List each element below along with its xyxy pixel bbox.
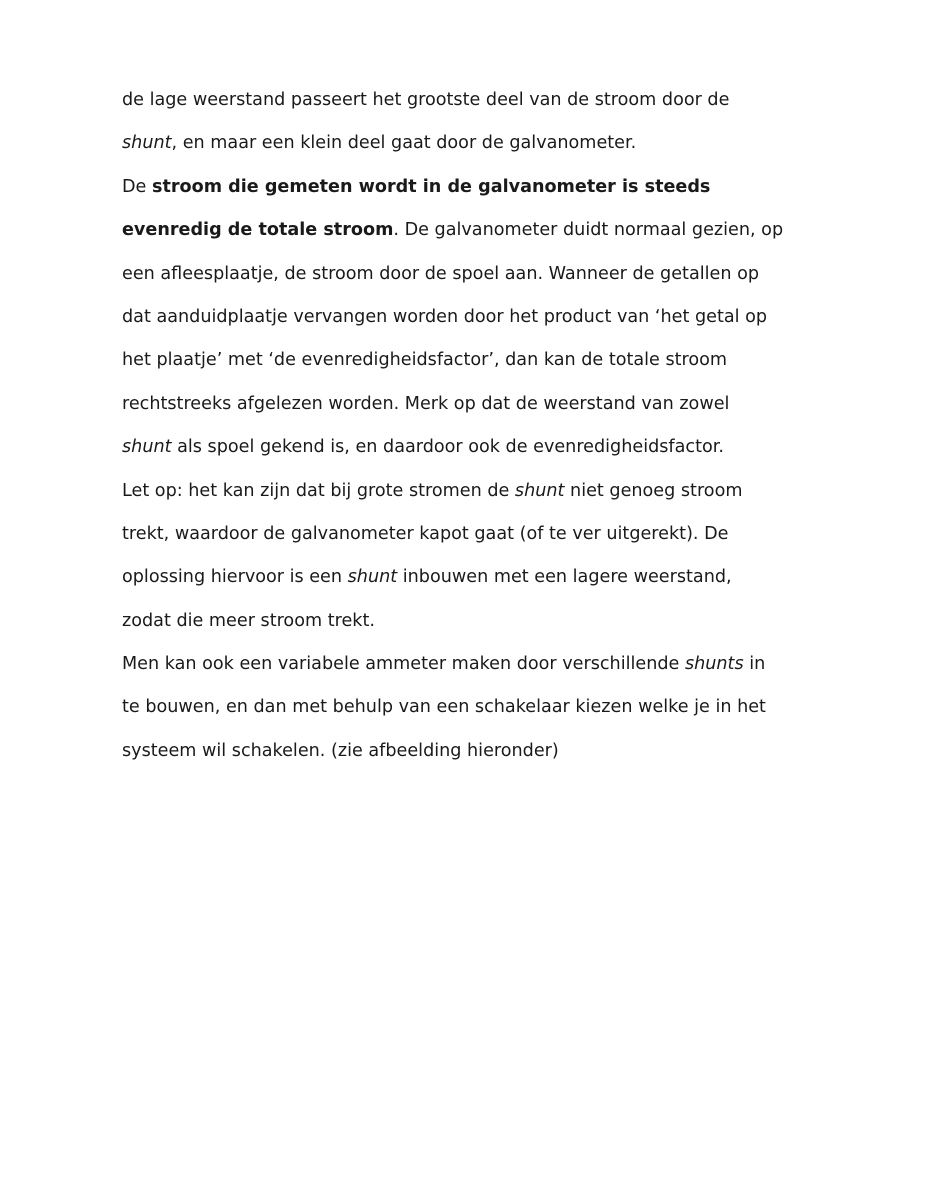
text-line-5	[122, 253, 812, 296]
text-line-14	[122, 643, 812, 686]
text-line-16	[122, 730, 812, 773]
text-segment-bold: evenredig de totale stroom	[122, 220, 394, 241]
text-line-9	[122, 426, 812, 469]
text-segment: , en maar een klein deel gaat door de galvanometer.	[171, 133, 637, 154]
text-segment: in	[743, 654, 766, 675]
text-segment: rechtstreeks afgelezen worden. Merk op dat de weerstand van zowel	[122, 393, 730, 414]
text-segment: inbouwen met een lagere weerstand,	[397, 567, 732, 588]
text-line-15	[122, 686, 812, 729]
text-line-11	[122, 513, 812, 556]
text-segment-bold: stroom die gemeten wordt in de galvanometer is steeds	[151, 176, 711, 197]
text-segment-italic: shunt	[122, 437, 172, 458]
text-segment: oplossing hiervoor is een	[122, 567, 348, 588]
text-segment: Let op: het kan zijn dat bij grote stromen de	[122, 480, 515, 501]
text-segment: een afleesplaatje, de stroom door de spoel aan. Wanneer de getallen op	[122, 263, 760, 284]
text-segment: De	[122, 176, 152, 197]
text-segment: als spoel gekend is, en daardoor ook de evenredigheidsfactor.	[171, 437, 724, 458]
text-segment: te bouwen, en dan met behulp van een schakelaar kiezen welke je in het	[122, 697, 766, 718]
text-segment: niet genoeg stroom	[564, 480, 743, 501]
text-segment-italic: shunt	[347, 567, 398, 588]
text-line-3	[122, 166, 812, 209]
text-segment: dat aanduidplaatje vervangen worden door het product van ‘het getal op	[122, 306, 768, 327]
text-line-2	[122, 122, 812, 165]
text-segment: Men kan ook een variabele ammeter maken door verschillende	[122, 654, 685, 675]
text-line-12	[122, 556, 812, 599]
text-segment-italic: shunt	[514, 480, 565, 501]
text-segment: het plaatje’ met ‘de evenredigheidsfactor’, dan kan de totale stroom	[122, 350, 728, 371]
text-line-13	[122, 600, 812, 643]
text-line-10	[122, 470, 812, 513]
text-line-6	[122, 296, 812, 339]
text-line-8	[122, 383, 812, 426]
text-segment: de lage weerstand passeert het grootste deel van de stroom door de	[122, 90, 730, 110]
text-line-1	[122, 79, 812, 122]
text-line-7	[122, 339, 812, 382]
text-segment-italic: shunt	[122, 133, 172, 154]
text-segment: trekt, waardoor de galvanometer kapot gaat (of te ver uitgerekt). De	[122, 523, 729, 544]
text-line-4	[122, 209, 812, 252]
text-segment: . De galvanometer duidt normaal gezien, op	[393, 220, 784, 241]
text-segment: systeem wil schakelen. (zie afbeelding hieronder)	[122, 740, 559, 761]
text-segment: zodat die meer stroom trekt.	[122, 610, 375, 631]
body-text	[122, 79, 812, 773]
text-segment-italic: shunts	[684, 654, 744, 675]
